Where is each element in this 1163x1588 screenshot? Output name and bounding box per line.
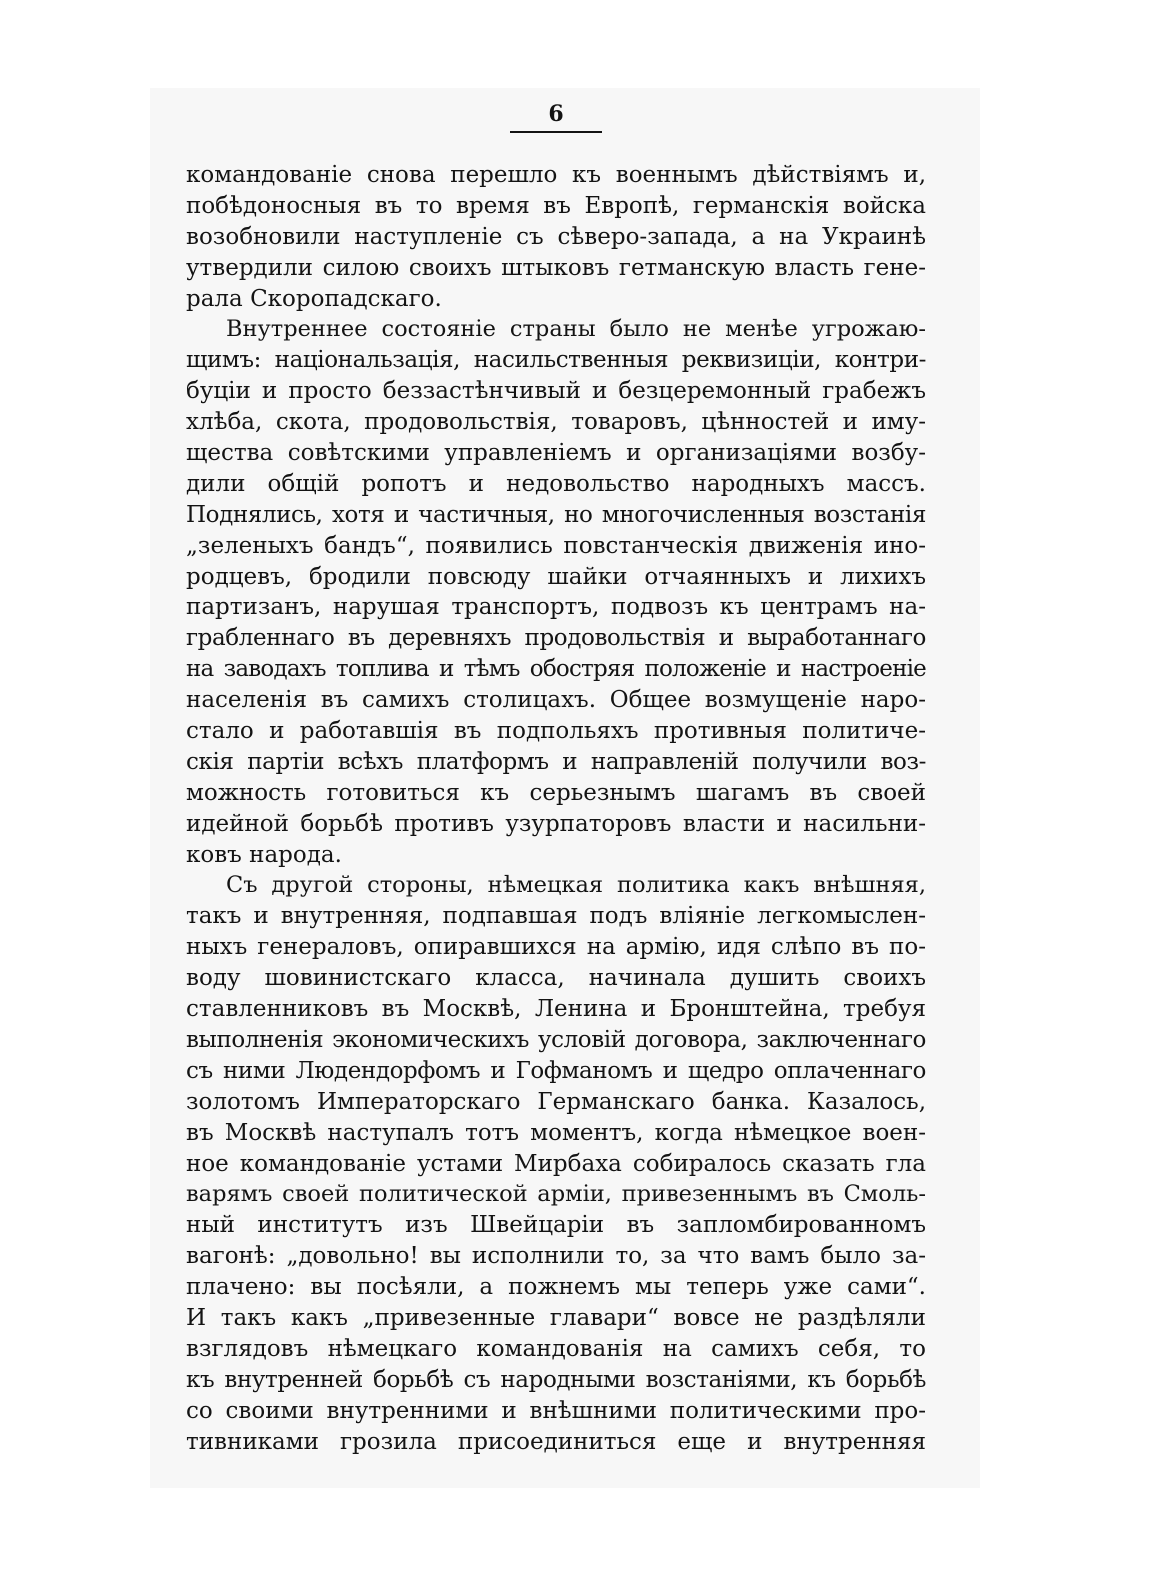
text-line: воду шовинистскаго класса, начинала душить своихъ xyxy=(186,965,926,992)
text-line: такъ и внутренняя, подпавшая подъ вліяніе легкомыслен- xyxy=(186,903,926,930)
text-line: плачено: вы посѣяли, а пожнемъ мы теперь уже сами“. xyxy=(186,1274,926,1301)
text-line: щимъ: національзація, насильственныя реквизиціи, контри- xyxy=(186,347,926,374)
text-line: И такъ какъ „привезенные главари“ вовсе не раздѣляли xyxy=(186,1304,926,1331)
text-line: золотомъ Императорскаго Германскаго банка. Казалось, xyxy=(186,1088,926,1115)
text-line: ныхъ генераловъ, опиравшихся на армію, идя слѣпо въ по- xyxy=(186,934,926,961)
text-line: населенія въ самихъ столицахъ. Общее возмущеніе наро- xyxy=(186,687,926,714)
text-line: скія партіи всѣхъ платформъ и направленій получили воз- xyxy=(186,748,926,775)
paragraph-start-line: Съ другой стороны, нѣмецкая политика какъ внѣшняя, xyxy=(226,872,926,899)
page-number: 6 xyxy=(548,101,564,127)
text-line: побѣдоносныя въ то время въ Европѣ, германскія войска xyxy=(186,192,926,219)
paragraph-end-line: рала Скоропадскаго. xyxy=(186,285,442,312)
text-line: ный институтъ изъ Швейцаріи въ запломбированномъ xyxy=(186,1212,926,1239)
text-line: тивниками грозила присоединиться еще и внутренняя xyxy=(186,1428,926,1455)
text-line: грабленнаго въ деревняхъ продовольствія и выработаннаго xyxy=(186,625,926,652)
text-line: на заводахъ топлива и тѣмъ обостряя положеніе и настроеніе xyxy=(186,656,926,683)
text-line: ное командованіе устами Мирбаха собиралось сказать гла xyxy=(186,1150,926,1177)
text-line: съ ними Людендорфомъ и Гофманомъ и щедро оплаченнаго xyxy=(186,1057,926,1084)
text-line: ставленниковъ въ Москвѣ, Ленина и Бронштейна, требуя xyxy=(186,996,926,1023)
text-line: хлѣба, скота, продовольствія, товаровъ, цѣнностей и иму- xyxy=(186,409,926,436)
page-number-rule xyxy=(510,131,602,133)
text-line: взглядовъ нѣмецкаго командованія на самихъ себя, то xyxy=(186,1335,926,1362)
body-text xyxy=(186,160,926,1457)
text-line: къ внутренней борьбѣ съ народными возстаніями, къ борьбѣ xyxy=(186,1366,926,1393)
text-line: стало и работавшія въ подпольяхъ противныя политиче- xyxy=(186,718,926,745)
text-line: родцевъ, бродили повсюду шайки отчаянныхъ и лихихъ xyxy=(186,563,926,590)
paragraph-start-line: Внутреннее состояніе страны было не менѣе угрожаю- xyxy=(226,316,926,343)
text-line: утвердили силою своихъ штыковъ гетманскую власть гене- xyxy=(186,254,926,281)
text-line: выполненія экономическихъ условій договора, заключеннаго xyxy=(186,1026,926,1053)
text-line: варямъ своей политической арміи, привезеннымъ въ Смоль- xyxy=(186,1181,926,1208)
paragraph-end-line: ковъ народа. xyxy=(186,841,342,868)
text-line: Поднялись, хотя и частичныя, но многочисленныя возстанія xyxy=(186,501,926,528)
text-line: идейной борьбѣ противъ узурпаторовъ власти и насильни- xyxy=(186,810,926,837)
text-line: возобновили наступленіе съ сѣверо-запада, а на Украинѣ xyxy=(186,223,926,250)
text-line: въ Москвѣ наступалъ тотъ моментъ, когда нѣмецкое воен- xyxy=(186,1119,926,1146)
text-line: вагонѣ: „довольно! вы исполнили то, за что вамъ было за- xyxy=(186,1243,926,1270)
text-line: дили общій ропотъ и недовольство народныхъ массъ. xyxy=(186,470,926,497)
text-line: партизанъ, нарушая транспортъ, подвозъ къ центрамъ на- xyxy=(186,594,926,621)
text-line: командованіе снова перешло къ военнымъ дѣйствіямъ и, xyxy=(186,162,926,188)
text-line: щества совѣтскими управленіемъ и организаціями возбу- xyxy=(186,440,926,467)
text-line: буціи и просто беззастѣнчивый и безцеремонный грабежъ xyxy=(186,378,926,405)
text-line: „зеленыхъ бандъ“, появились повстанческія движенія ино- xyxy=(186,532,926,559)
text-line: со своими внутренними и внѣшними политическими про- xyxy=(186,1397,926,1424)
text-line: можность готовиться къ серьезнымъ шагамъ въ своей xyxy=(186,779,926,806)
